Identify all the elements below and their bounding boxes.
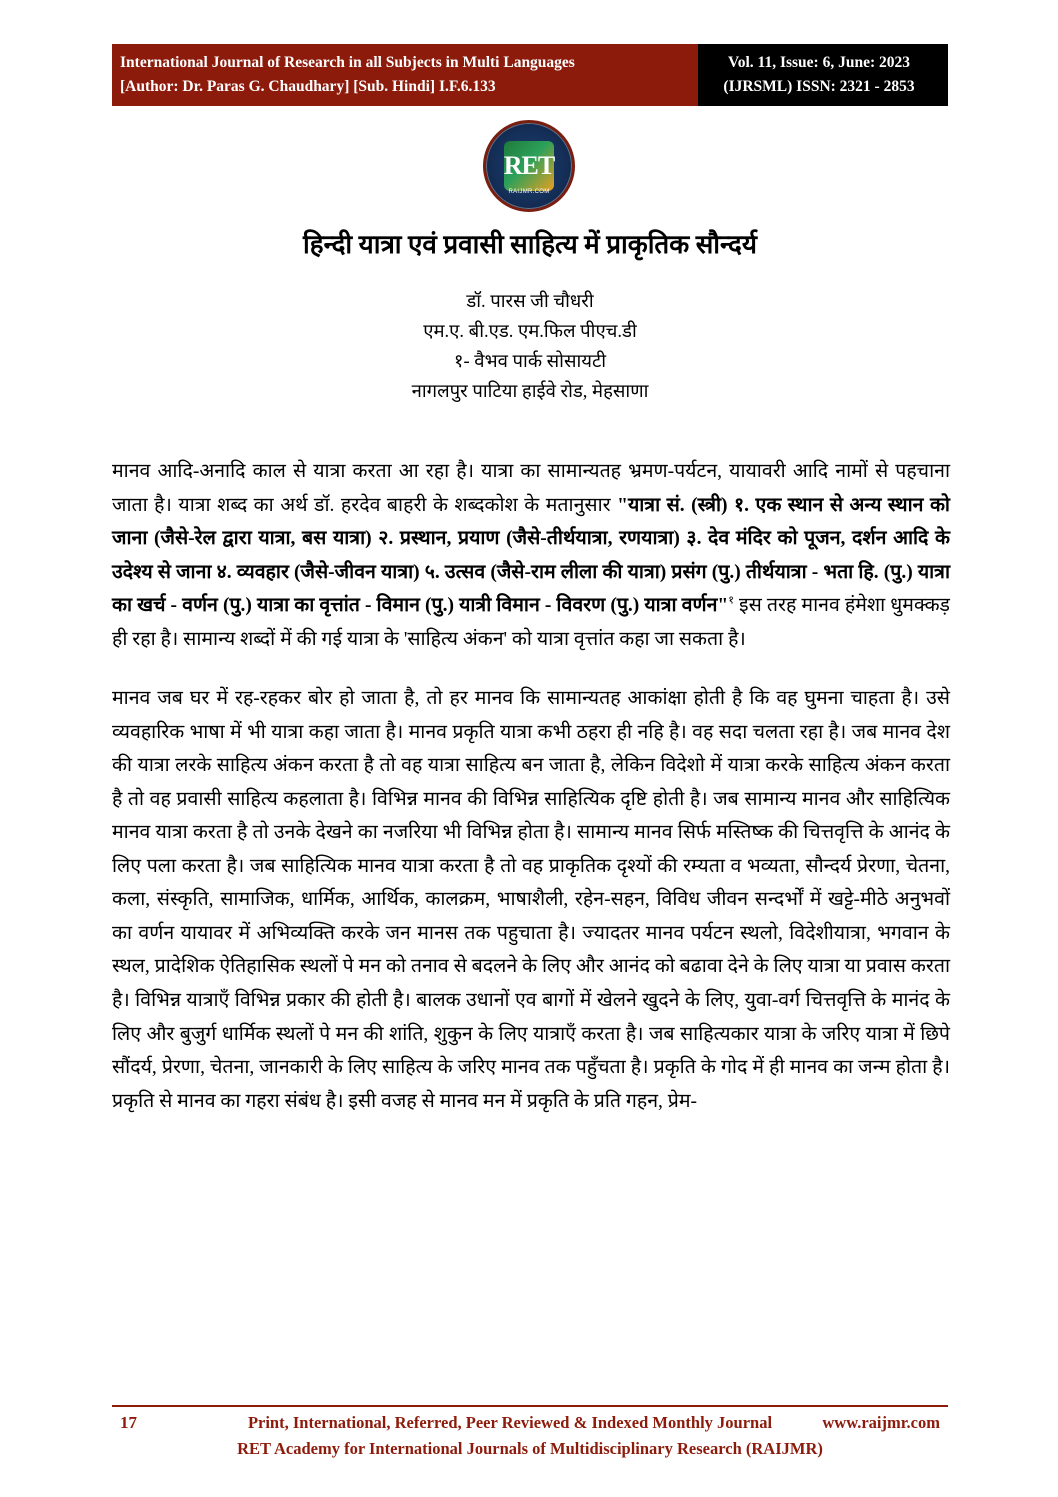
paragraph-1 — [112, 455, 950, 656]
logo-caption: RAIJMR.COM — [508, 189, 550, 195]
paragraph-1-outro: इस तरह मानव हंमेशा धुमक्कड़ ही रहा है। सामान्य शब्दों में की गई यात्रा के 'साहित्य अंकन' को यात्रा वृत्तांत कहा जा सकता है। — [112, 595, 950, 650]
issn: (IJRSML) ISSN: 2321 - 2853 — [723, 78, 915, 95]
journal-logo-wrap — [0, 120, 1058, 212]
article-body — [112, 455, 950, 1118]
page-header — [112, 44, 948, 106]
author-subject-impact: [Author: Dr. Paras G. Chaudhary] [Sub. Hindi] I.F.6.133 — [120, 78, 496, 95]
volume-issue: Vol. 11, Issue: 6, June: 2023 — [727, 53, 910, 71]
paragraph-1-intro: मानव आदि-अनादि काल से यात्रा करता आ रहा है। यात्रा का सामान्यतह भ्रमण-पर्यटन, यायावरी आदि नामों से पहचाना जाता है। यात्रा शब्द का अर्थ डॉ. हरदेव बाहरी के शब्दकोश के मतानुसार — [112, 461, 950, 516]
logo-monogram: RET — [504, 141, 554, 191]
author-address-line-1: १- वैभव पार्क सोसायटी — [453, 351, 607, 372]
footer-row-top — [112, 1413, 948, 1437]
page-footer — [112, 1405, 948, 1459]
paragraph-2: मानव जब घर में रह-रहकर बोर हो जाता है, तो हर मानव कि सामान्यतह आकांक्षा होती है कि वह घुमना चाहता है। उसे व्यवहारिक भाषा में भी यात्रा कहा जाता है। मानव प्रकृति यात्रा कभी ठहरा ही नहि है। वह सदा चलता रहा है। जब मानव देश की यात्रा लरके साहित्य अंकन करता है तो वह यात्रा साहित्य बन जाता है, लेकिन विदेशो में यात्रा करके साहित्य अंकन करता है तो वह प्रवासी साहित्य कहलाता है। विभिन्न मानव की विभिन्न साहित्यिक दृष्टि होती है। जब सामान्य मानव और साहित्यिक मानव यात्रा करता है तो उनके देखने का नजरिया भी विभिन्न होता है। सामान्य मानव सिर्फ मस्तिष्क की चित्तवृत्ति के आनंद के लिए पला करता है। जब साहित्यिक मानव यात्रा करता है तो वह प्राकृतिक दृश्यों की रम्यता व भव्यता, सौन्दर्य प्रेरणा, चेतना, कला, संस्कृति, सामाजिक, धार्मिक, आर्थिक, कालक्रम, भाषाशैली, रहेन-सहन, विविध जीवन सन्दर्भों में खट्टे-मीठे अनुभवों का वर्णन यायावर में अभिव्यक्ति करके जन मानस तक पहुचाता है। ज्यादतर मानव पर्यटन स्थलो, विदेशीयात्रा, भगवान के स्थल, प्रादेशिक ऐतिहासिक स्थलों पे मन को तनाव से बदलने के लिए और आनंद को बढावा देने के लिए यात्रा या प्रवास करता है। विभिन्न यात्राएँ विभिन्न प्रकार की होती है। बालक उधानों एव बागों में खेलने खुदने के लिए, युवा-वर्ग चित्तवृत्ति के मानंद के लिए और बुजुर्ग धार्मिक स्थलों पे मन की शांति, शुकुन के लिए यात्राएँ करता है। जब साहित्यकार यात्रा के जरिए यात्रा में छिपे सौंदर्य, प्रेरणा, चेतना, जानकारी के लिए साहित्य के जरिए मानव तक पहुँचता है। प्रकृति के गोद में ही मानव का जन्म होता है। प्रकृति से मानव का गहरा संबंध है। इसी वजह से मानव मन में प्रकृति के प्रति गहन, प्रेम- — [112, 688, 950, 1112]
header-left-bar — [112, 44, 698, 106]
journal-website-link[interactable]: www.raijmr.com — [822, 1413, 940, 1432]
journal-name: International Journal of Research in all Subjects in Multi Languages — [120, 53, 575, 71]
author-address-line-2: नागलपुर पाटिया हाईवे रोड, मेहसाणा — [411, 381, 649, 402]
raijmr-logo-icon — [483, 120, 575, 212]
author-block — [112, 288, 948, 408]
page-number: 17 — [120, 1413, 137, 1432]
footer-tagline: Print, International, Referred, Peer Reviewed & Indexed Monthly Journal — [247, 1413, 773, 1432]
author-qualification: एम.ए. बी.एड. एम.फिल पीएच.डी — [423, 321, 637, 342]
header-right-bar — [698, 44, 948, 106]
page-title: हिन्दी यात्रा एवं प्रवासी साहित्य में प्राकृतिक सौन्दर्य — [303, 230, 757, 259]
author-name: डॉ. पारस जी चौधरी — [466, 292, 594, 312]
logo-ring — [486, 123, 572, 209]
paragraph-1-quote: "यात्रा सं. (स्त्री) १. एक स्थान से अन्य स्थान को जाना (जैसे-रेल द्वारा यात्रा, बस यात्रा) २. प्रस्थान, प्रयाण (जैसे-तीर्थयात्रा, रणयात्रा) ३. देव मंदिर को पूजन, दर्शन आदि के उदेश्य से जाना ४. व्यवहार (जैसे-जीवन यात्रा) ५. उत्सव (जैसे-राम लीला की यात्रा) प्रसंग (पु.) तीर्थयात्रा - भता हि. (पु.) यात्रा का खर्च - वर्णन (पु.) यात्रा का वृत्तांत - विमान (पु.) यात्री विमान - विवरण (पु.) यात्रा वर्णन" — [112, 494, 950, 617]
footer-publisher: RET Academy for International Journals of Multidisciplinary Research (RAIJMR) — [237, 1439, 823, 1458]
footnote-marker-1: १ — [728, 594, 734, 607]
